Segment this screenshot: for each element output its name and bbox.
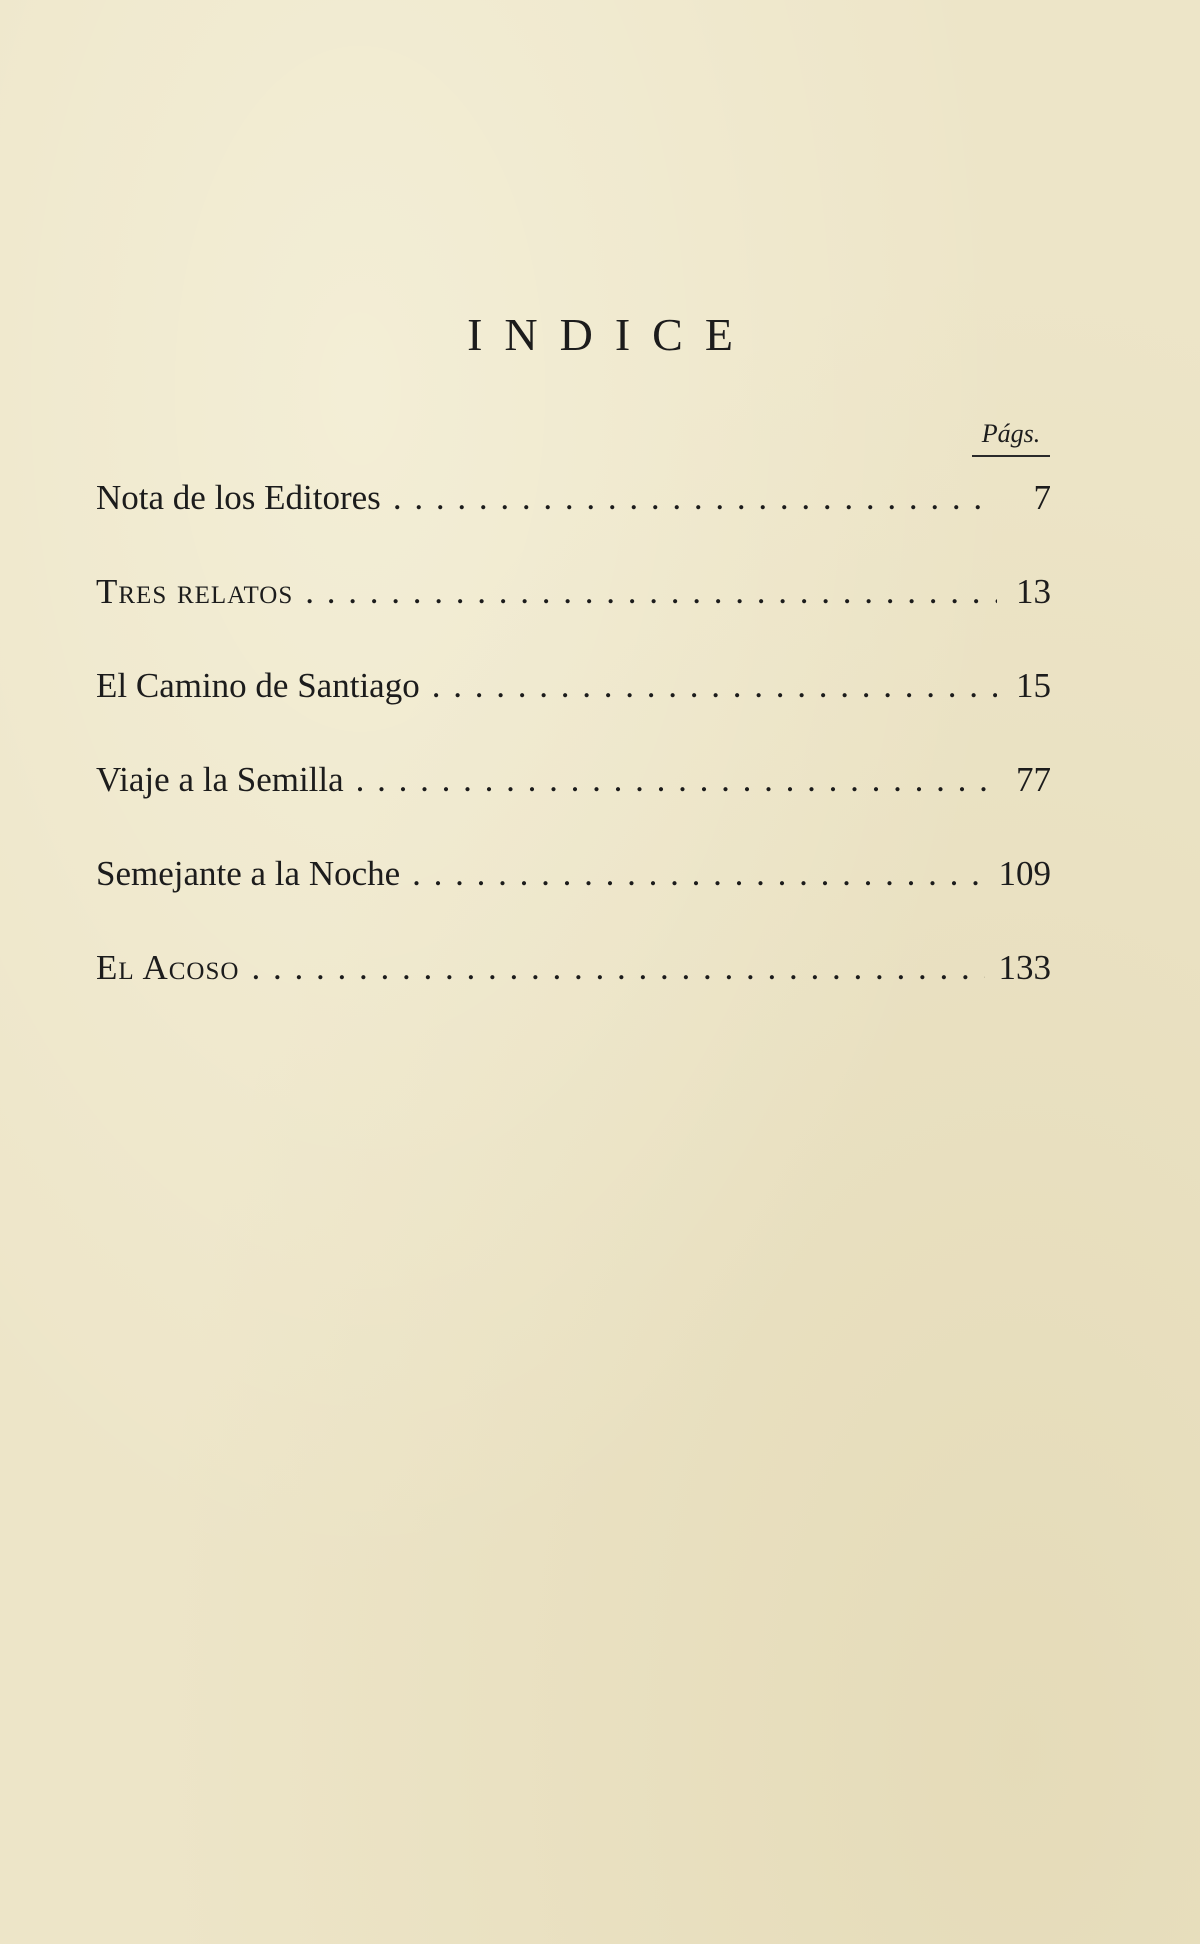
toc-entry [96,856,1051,950]
dot-leader [412,856,984,891]
toc-entry [96,950,1051,1044]
toc-entry-page: 7 [1033,478,1051,517]
toc-entry-title: El Camino de Santiago [96,666,420,705]
toc-entry-page: 15 [1016,666,1051,705]
toc-entry-title: Semejante a la Noche [96,854,401,893]
toc-entry-title: El Acoso [96,948,240,987]
dot-leader [432,668,997,703]
toc-entry [96,762,1051,856]
toc-entry-page: 133 [998,948,1051,987]
toc-entry-title: Tres relatos [96,572,294,611]
toc-entry-title: Viaje a la Semilla [96,760,344,799]
toc-entry [96,668,1051,762]
page-title: INDICE [467,309,755,360]
toc-entry [96,480,1051,574]
toc-entry-title: Nota de los Editores [96,478,381,517]
table-of-contents [96,480,1051,1044]
pages-column-header: Págs. [972,420,1050,457]
dot-leader [251,950,984,985]
toc-entry-page: 13 [1016,572,1051,611]
dot-leader [356,762,997,797]
toc-entry-page: 109 [998,854,1051,893]
toc-entry-page: 77 [1016,760,1051,799]
toc-entry [96,574,1051,668]
dot-leader [393,480,997,515]
dot-leader [305,574,997,609]
